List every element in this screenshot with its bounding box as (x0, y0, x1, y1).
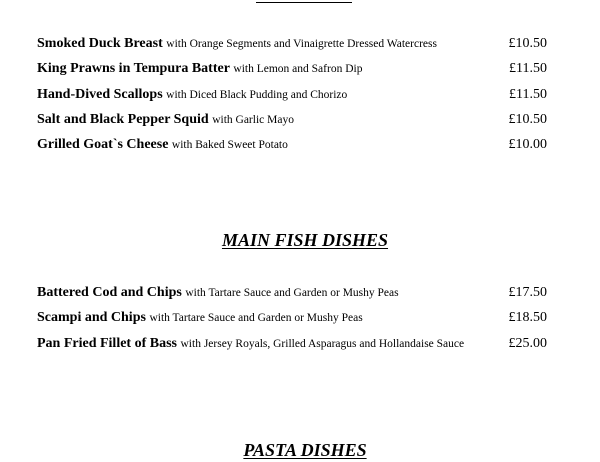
menu-item-scampi (37, 308, 547, 328)
dish-line (37, 283, 399, 303)
dish-description: with Baked Sweet Potato (171, 139, 288, 151)
dish-line (37, 308, 363, 328)
dish-price: £10.50 (508, 112, 547, 127)
section-heading-main-fish: MAIN FISH DISHES (221, 230, 389, 250)
dish-description: with Lemon and Safron Dip (233, 63, 363, 75)
dish-description: with Jersey Royals, Grilled Asparagus and Hollandaise Sauce (180, 338, 465, 350)
dish-description: with Diced Black Pudding and Chorizo (166, 89, 348, 101)
dish-name: Scampi and Chips (37, 310, 146, 325)
dish-price: £11.50 (509, 61, 547, 76)
dish-description: with Orange Segments and Vinaigrette Dressed Watercress (166, 38, 437, 50)
dish-name: Salt and Black Pepper Squid (37, 112, 209, 127)
dish-line (37, 85, 347, 105)
dish-price: £18.50 (508, 310, 547, 325)
dish-line (37, 334, 464, 354)
dish-line (37, 34, 437, 54)
menu-item-grilled-goats-cheese (37, 135, 547, 155)
dish-description: with Tartare Sauce and Garden or Mushy Peas (185, 287, 399, 299)
menu-item-king-prawns (37, 59, 547, 79)
dish-description: with Tartare Sauce and Garden or Mushy Peas (149, 312, 363, 324)
dish-name: Battered Cod and Chips (37, 285, 182, 300)
menu-item-battered-cod (37, 283, 547, 303)
dish-price: £17.50 (508, 285, 547, 300)
dish-name: Hand-Dived Scallops (37, 87, 163, 102)
dish-line (37, 59, 362, 79)
dish-price: £11.50 (509, 87, 547, 102)
dish-name: King Prawns in Tempura Batter (37, 61, 230, 76)
menu-item-salt-pepper-squid (37, 110, 547, 130)
menu-item-smoked-duck-breast (37, 34, 547, 54)
dish-name: Smoked Duck Breast (37, 36, 163, 51)
dish-name: Pan Fried Fillet of Bass (37, 336, 177, 351)
dish-line (37, 110, 294, 130)
dish-price: £10.00 (508, 137, 547, 152)
dish-line (37, 135, 288, 155)
menu-item-hand-dived-scallops (37, 85, 547, 105)
dish-price: £10.50 (508, 36, 547, 51)
previous-section-heading-underline (256, 0, 352, 3)
section-heading-pasta: PASTA DISHES (243, 440, 367, 460)
menu-item-pan-fried-bass (37, 334, 547, 354)
dish-price: £25.00 (508, 336, 547, 351)
dish-description: with Garlic Mayo (212, 114, 294, 126)
dish-name: Grilled Goat`s Cheese (37, 137, 169, 152)
